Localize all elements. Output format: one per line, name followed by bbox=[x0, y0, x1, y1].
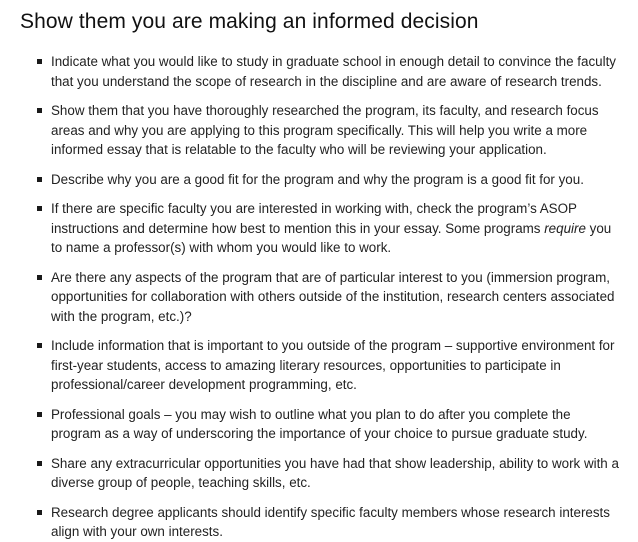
list-item-text: Are there any aspects of the program that are of particular interest to you (immersion program, opportunities for collaboration with others outside of the institution, research centers associated with the program, etc.)? bbox=[51, 269, 615, 324]
list-item bbox=[20, 170, 622, 190]
list-item-text: Describe why you are a good fit for the program and why the program is a good fit for you. bbox=[51, 171, 584, 187]
list-item-text-before: If there are specific faculty you are interested in working with, check the program’s ASOP instructions and determine how best to mention this in your essay. Some programs bbox=[51, 201, 577, 236]
list-item bbox=[20, 405, 622, 444]
list-item bbox=[20, 268, 622, 327]
list-item-text: Share any extracurricular opportunities you have had that show leadership, ability to work with a diverse group of people, teaching skills, etc. bbox=[51, 455, 619, 490]
bullet-list bbox=[20, 52, 622, 542]
square-bullet-icon bbox=[37, 343, 42, 348]
square-bullet-icon bbox=[37, 108, 42, 113]
list-item-text: Research degree applicants should identify specific faculty members whose research interests align with your own interests. bbox=[51, 504, 610, 539]
list-item bbox=[20, 199, 622, 258]
list-item-emphasis: require bbox=[544, 220, 586, 236]
square-bullet-icon bbox=[37, 461, 42, 466]
square-bullet-icon bbox=[37, 177, 42, 182]
square-bullet-icon bbox=[37, 412, 42, 417]
square-bullet-icon bbox=[37, 206, 42, 211]
list-item-text: Professional goals – you may wish to outline what you plan to do after you complete the program as a way of underscoring the importance of your choice to pursue graduate study. bbox=[51, 406, 588, 441]
square-bullet-icon bbox=[37, 59, 42, 64]
list-item-text-after: you to name a professor(s) with whom you would like to work. bbox=[51, 220, 612, 255]
list-item bbox=[20, 101, 622, 160]
list-item-text: Include information that is important to you outside of the program – supportive environment for first-year students, access to amazing literary resources, opportunities to participate in professional/career development programming, etc. bbox=[51, 338, 615, 392]
list-item-text: Indicate what you would like to study in graduate school in enough detail to convince the faculty that you understand the scope of research in the discipline and are aware of research trends. bbox=[51, 54, 616, 89]
square-bullet-icon bbox=[37, 510, 42, 515]
section-heading: Show them you are making an informed decision bbox=[20, 10, 479, 33]
list-item-text: Show them that you have thoroughly researched the program, its faculty, and research focus areas and why you are applying to this program specifically. This will help you write a more informed essay that is relatable to the faculty who will be reviewing your application. bbox=[51, 103, 599, 157]
list-item bbox=[20, 52, 622, 91]
list-item bbox=[20, 454, 622, 493]
list-item bbox=[20, 503, 622, 542]
square-bullet-icon bbox=[37, 275, 42, 280]
list-item bbox=[20, 336, 622, 395]
